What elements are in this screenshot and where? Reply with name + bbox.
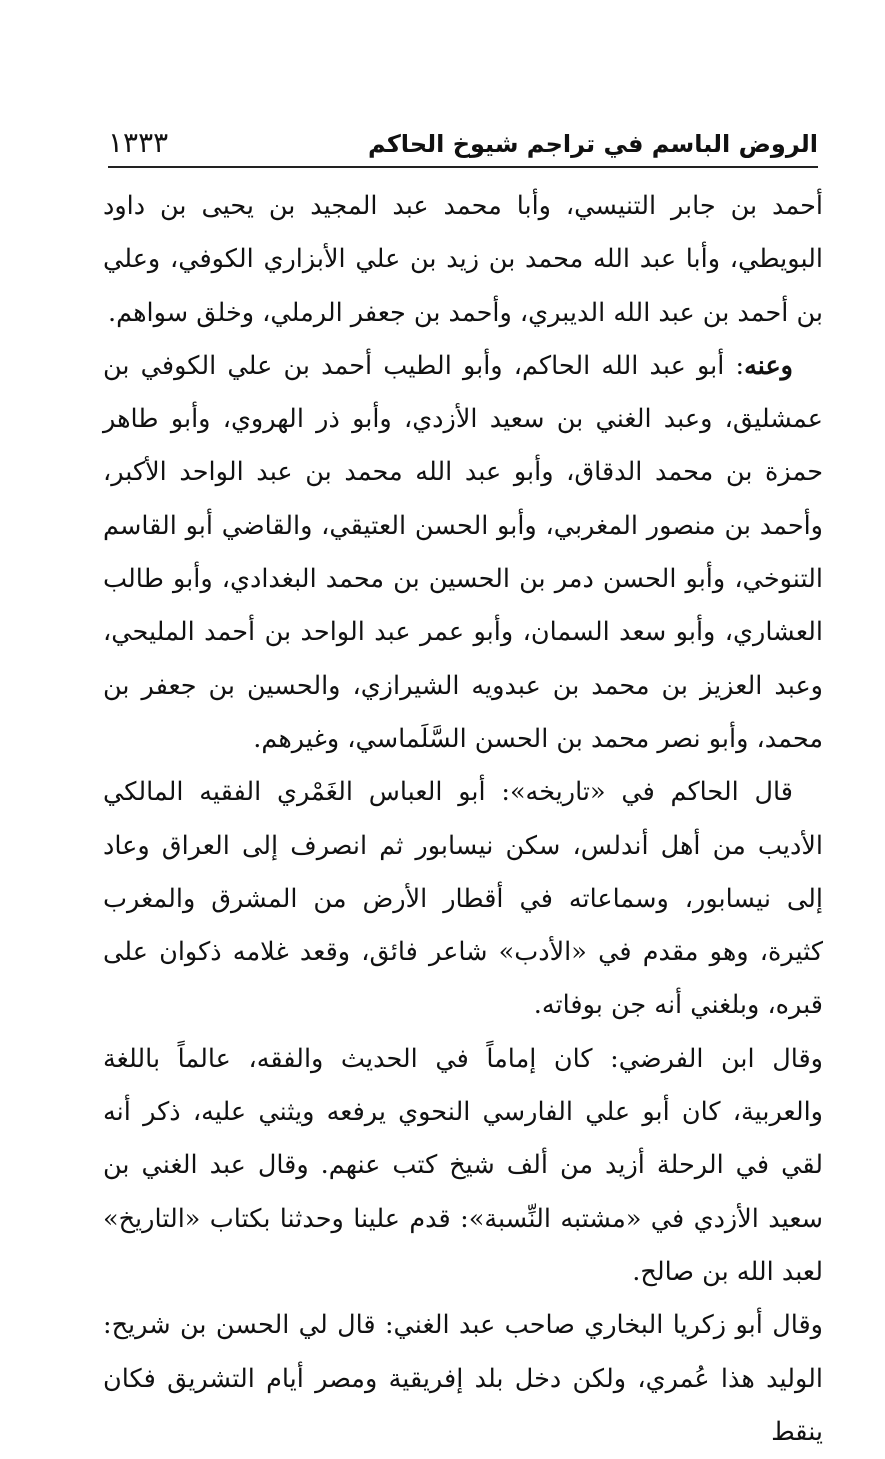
page-number: ١٣٣٣	[108, 126, 169, 159]
paragraph-lead-word: وعنه	[744, 350, 793, 381]
paragraph	[103, 340, 823, 766]
paragraph: أحمد بن جابر التنيسي، وأبا محمد عبد المجيد بن يحيى بن داود البويطي، وأبا عبد الله محمد بن زيد بن علي الأبزاري الكوفي، وعلي بن أحمد بن عبد الله الديبري، وأحمد بن جعفر الرملي، وخلق سواهم.	[103, 191, 823, 328]
body-text	[103, 180, 823, 1459]
page-header	[108, 120, 818, 168]
running-title: الروض الباسم في تراجم شيوخ الحاكم	[368, 130, 818, 158]
paragraph: قال الحاكم في «تاريخه»: أبو العباس الغَمْري الفقيه المالكي الأديب من أهل أندلس، سكن نيسابور ثم انصرف إلى العراق وعاد إلى نيسابور، وسماعاته في أقطار الأرض من المشرق والمغرب كثيرة، وهو مقدم في «الأدب» شاعر فائق، وقعد غلامه ذكوان على قبره، وبلغني أنه جن بوفاته.	[103, 777, 823, 1021]
paragraph-text: : أبو عبد الله الحاكم، وأبو الطيب أحمد بن علي الكوفي بن عمشليق، وعبد الغني بن سعيد الأزدي، وأبو ذر الهروي، وأبو طاهر حمزة بن محمد الدقاق، وأبو عبد الله محمد بن عبد الواحد الأكبر، وأحمد بن منصور المغربي، وأبو الحسن العتيقي، والقاضي أبو القاسم التنوخي، وأبو الحسن دمر بن الحسين بن محمد البغدادي، وأبو طالب العشاري، وأبو سعد السمان، وأبو عمر عبد الواحد بن أحمد المليحي، وعبد العزيز بن محمد بن عبدويه الشيرازي، والحسين بن جعفر بن محمد، وأبو نصر محمد بن الحسن السَّلَماسي، وغيرهم.	[103, 350, 823, 754]
header-rule	[108, 166, 818, 168]
paragraph: وقال أبو زكريا البخاري صاحب عبد الغني: قال لي الحسن بن شريح: الوليد هذا عُمري، ولكن دخل بلد إفريقية ومصر أيام التشريق فكان ينقط	[103, 1310, 823, 1447]
paragraph: وقال ابن الفرضي: كان إماماً في الحديث والفقه، عالماً باللغة والعربية، كان أبو علي الفارسي النحوي يرفعه ويثني عليه، ذكر أنه لقي في الرحلة أزيد من ألف شيخ كتب عنهم. وقال عبد الغني بن سعيد الأزدي في «مشتبه النِّسبة»: قدم علينا وحدثنا بكتاب «التاريخ» لعبد الله بن صالح.	[103, 1043, 823, 1287]
